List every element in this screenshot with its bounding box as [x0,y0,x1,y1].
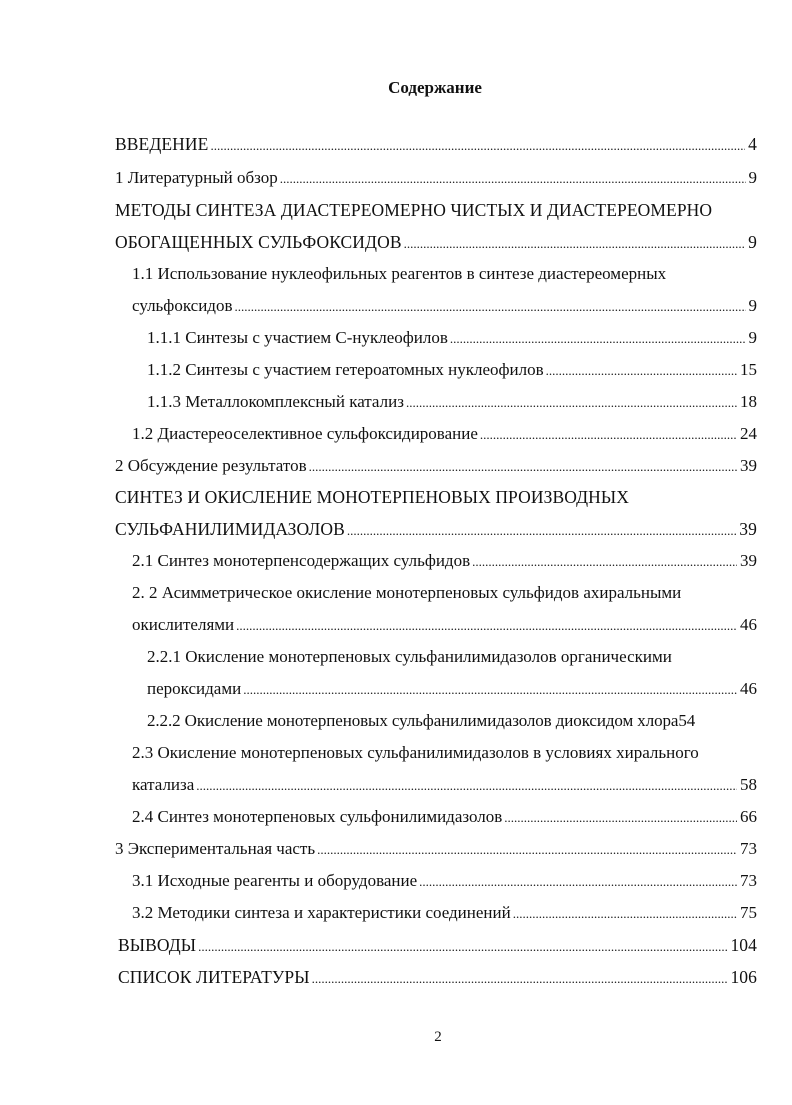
toc-entry[interactable] [115,133,757,157]
toc-entry[interactable] [132,614,757,637]
toc-entry[interactable] [115,167,757,190]
toc-entry[interactable] [147,391,757,414]
toc-leader-dots [419,871,737,893]
toc-entry[interactable] [132,806,757,829]
toc-entry-label: катализа [132,775,195,794]
toc-entry-page: 66 [740,807,757,826]
toc-entry-page: 75 [740,903,757,922]
toc-entry-page: 9 [748,328,757,347]
toc-entry-label: 2.3 Окисление монотерпеновых сульфанилимидазолов в условиях хирального [132,743,699,762]
toc-entry-label: 3.1 Исходные реагенты и оборудование [132,871,418,890]
toc-entry[interactable] [115,838,757,861]
toc-leader-dots [312,968,728,990]
toc-leader-dots [404,233,746,255]
toc-leader-dots [513,903,737,925]
toc-entry[interactable] [115,518,757,542]
toc-entry-label: 3 Экспериментальная часть [115,839,316,858]
toc-entry-page: 24 [740,424,757,443]
toc-entry[interactable] [115,455,757,478]
toc-leader-dots [236,615,737,637]
toc-entry[interactable] [118,966,757,990]
toc-entry-label: СУЛЬФАНИЛИМИДАЗОЛОВ [115,519,345,539]
toc-leader-dots [347,520,736,542]
toc-entry-label: 2.2.2 Окисление монотерпеновых сульфанилимидазолов диоксидом хлора [147,711,679,730]
toc-entry-page: 46 [740,615,757,634]
toc-entry-page: 9 [748,296,757,315]
toc-leader-dots [450,328,746,350]
toc-entry-page: 9 [748,232,757,252]
toc-entry-label: 1.1.1 Синтезы с участием С-нуклеофилов [147,328,448,347]
toc-leader-dots [546,360,737,382]
toc-entry-label: 1.1.2 Синтезы с участием гетероатомных нуклеофилов [147,360,544,379]
toc-entry-label: 1.1.3 Металлокомплексный катализ [147,392,404,411]
toc-entry[interactable] [147,359,757,382]
toc-entry[interactable] [147,710,757,732]
toc-entry-label: 2. 2 Асимметрическое окисление монотерпеновых сульфидов ахиральными [132,583,682,602]
toc-leader-dots [210,135,745,157]
toc-entry-page: 73 [740,839,757,858]
toc-leader-dots [406,392,737,414]
toc-leader-dots [504,807,737,829]
toc-entry-page: 58 [740,775,757,794]
toc-entry-page: 46 [740,679,757,698]
toc-leader-dots [480,424,737,446]
toc-entry-label: окислителями [132,615,235,634]
page-number: 2 [434,1029,442,1045]
toc-leader-dots [234,296,745,318]
toc-entry[interactable] [132,870,757,893]
toc-entry-label: СИНТЕЗ И ОКИСЛЕНИЕ МОНОТЕРПЕНОВЫХ ПРОИЗВОДНЫХ [115,487,629,507]
page-title: Содержание [388,78,482,97]
toc-entry-label: 1 Литературный обзор [115,168,278,187]
toc-entry-label: пероксидами [147,679,242,698]
toc-entry[interactable] [118,934,757,958]
toc-entry-page: 39 [740,551,757,570]
toc-entry-label: 3.2 Методики синтеза и характеристики соединений [132,903,511,922]
toc-leader-dots [198,936,727,958]
toc-entry-page: 106 [730,967,757,987]
toc-entry-label: ОБОГАЩЕННЫХ СУЛЬФОКСИДОВ [115,232,402,252]
toc-entry-label: ВЫВОДЫ [118,935,197,955]
toc-entry[interactable] [132,550,757,573]
toc-entry[interactable] [132,902,757,925]
toc-leader-dots [309,456,737,478]
toc-entry-label: 2.1 Синтез монотерпенсодержащих сульфидов [132,551,471,570]
toc-entry-page: 104 [730,935,757,955]
toc-leader-dots [317,839,737,861]
toc-entry-page: 73 [740,871,757,890]
toc-entry-label: МЕТОДЫ СИНТЕЗА ДИАСТЕРЕОМЕРНО ЧИСТЫХ И ДИАСТЕРЕОМЕРНО [115,200,713,220]
toc-entry-page: 54 [678,711,696,730]
toc-entry-page: 39 [740,456,757,475]
toc-entry-page: 39 [739,519,757,539]
toc-leader-dots [280,168,746,190]
toc-entry[interactable] [147,327,757,350]
toc-leader-dots [243,679,737,701]
toc-entry-page: 4 [748,134,757,154]
toc-entry[interactable] [132,423,757,446]
toc-entry-label: сульфоксидов [132,296,233,315]
toc-entry-label: СПИСОК ЛИТЕРАТУРЫ [118,967,310,987]
toc-entry-label: 2 Обсуждение результатов [115,456,307,475]
toc-entry-page: 18 [740,392,757,411]
toc-entry[interactable] [132,774,757,797]
toc-leader-dots [472,551,737,573]
toc-entry-label: 1.1 Использование нуклеофильных реагентов в синтезе диастереомерных [132,264,667,283]
toc-entry-page: 15 [740,360,757,379]
toc-entry[interactable] [132,295,757,318]
toc-entry-label: 2.4 Синтез монотерпеновых сульфонилимидазолов [132,807,503,826]
toc-entry-label: 2.2.1 Окисление монотерпеновых сульфанилимидазолов органическими [147,647,672,666]
toc-entry-label: ВВЕДЕНИЕ [115,134,209,154]
toc-leader-dots [196,775,737,797]
toc-entry-label: 1.2 Диастереоселективное сульфоксидирование [132,424,478,443]
toc-entry[interactable] [147,678,757,701]
toc-entry[interactable] [115,231,757,255]
toc-entry-page: 9 [748,168,757,187]
